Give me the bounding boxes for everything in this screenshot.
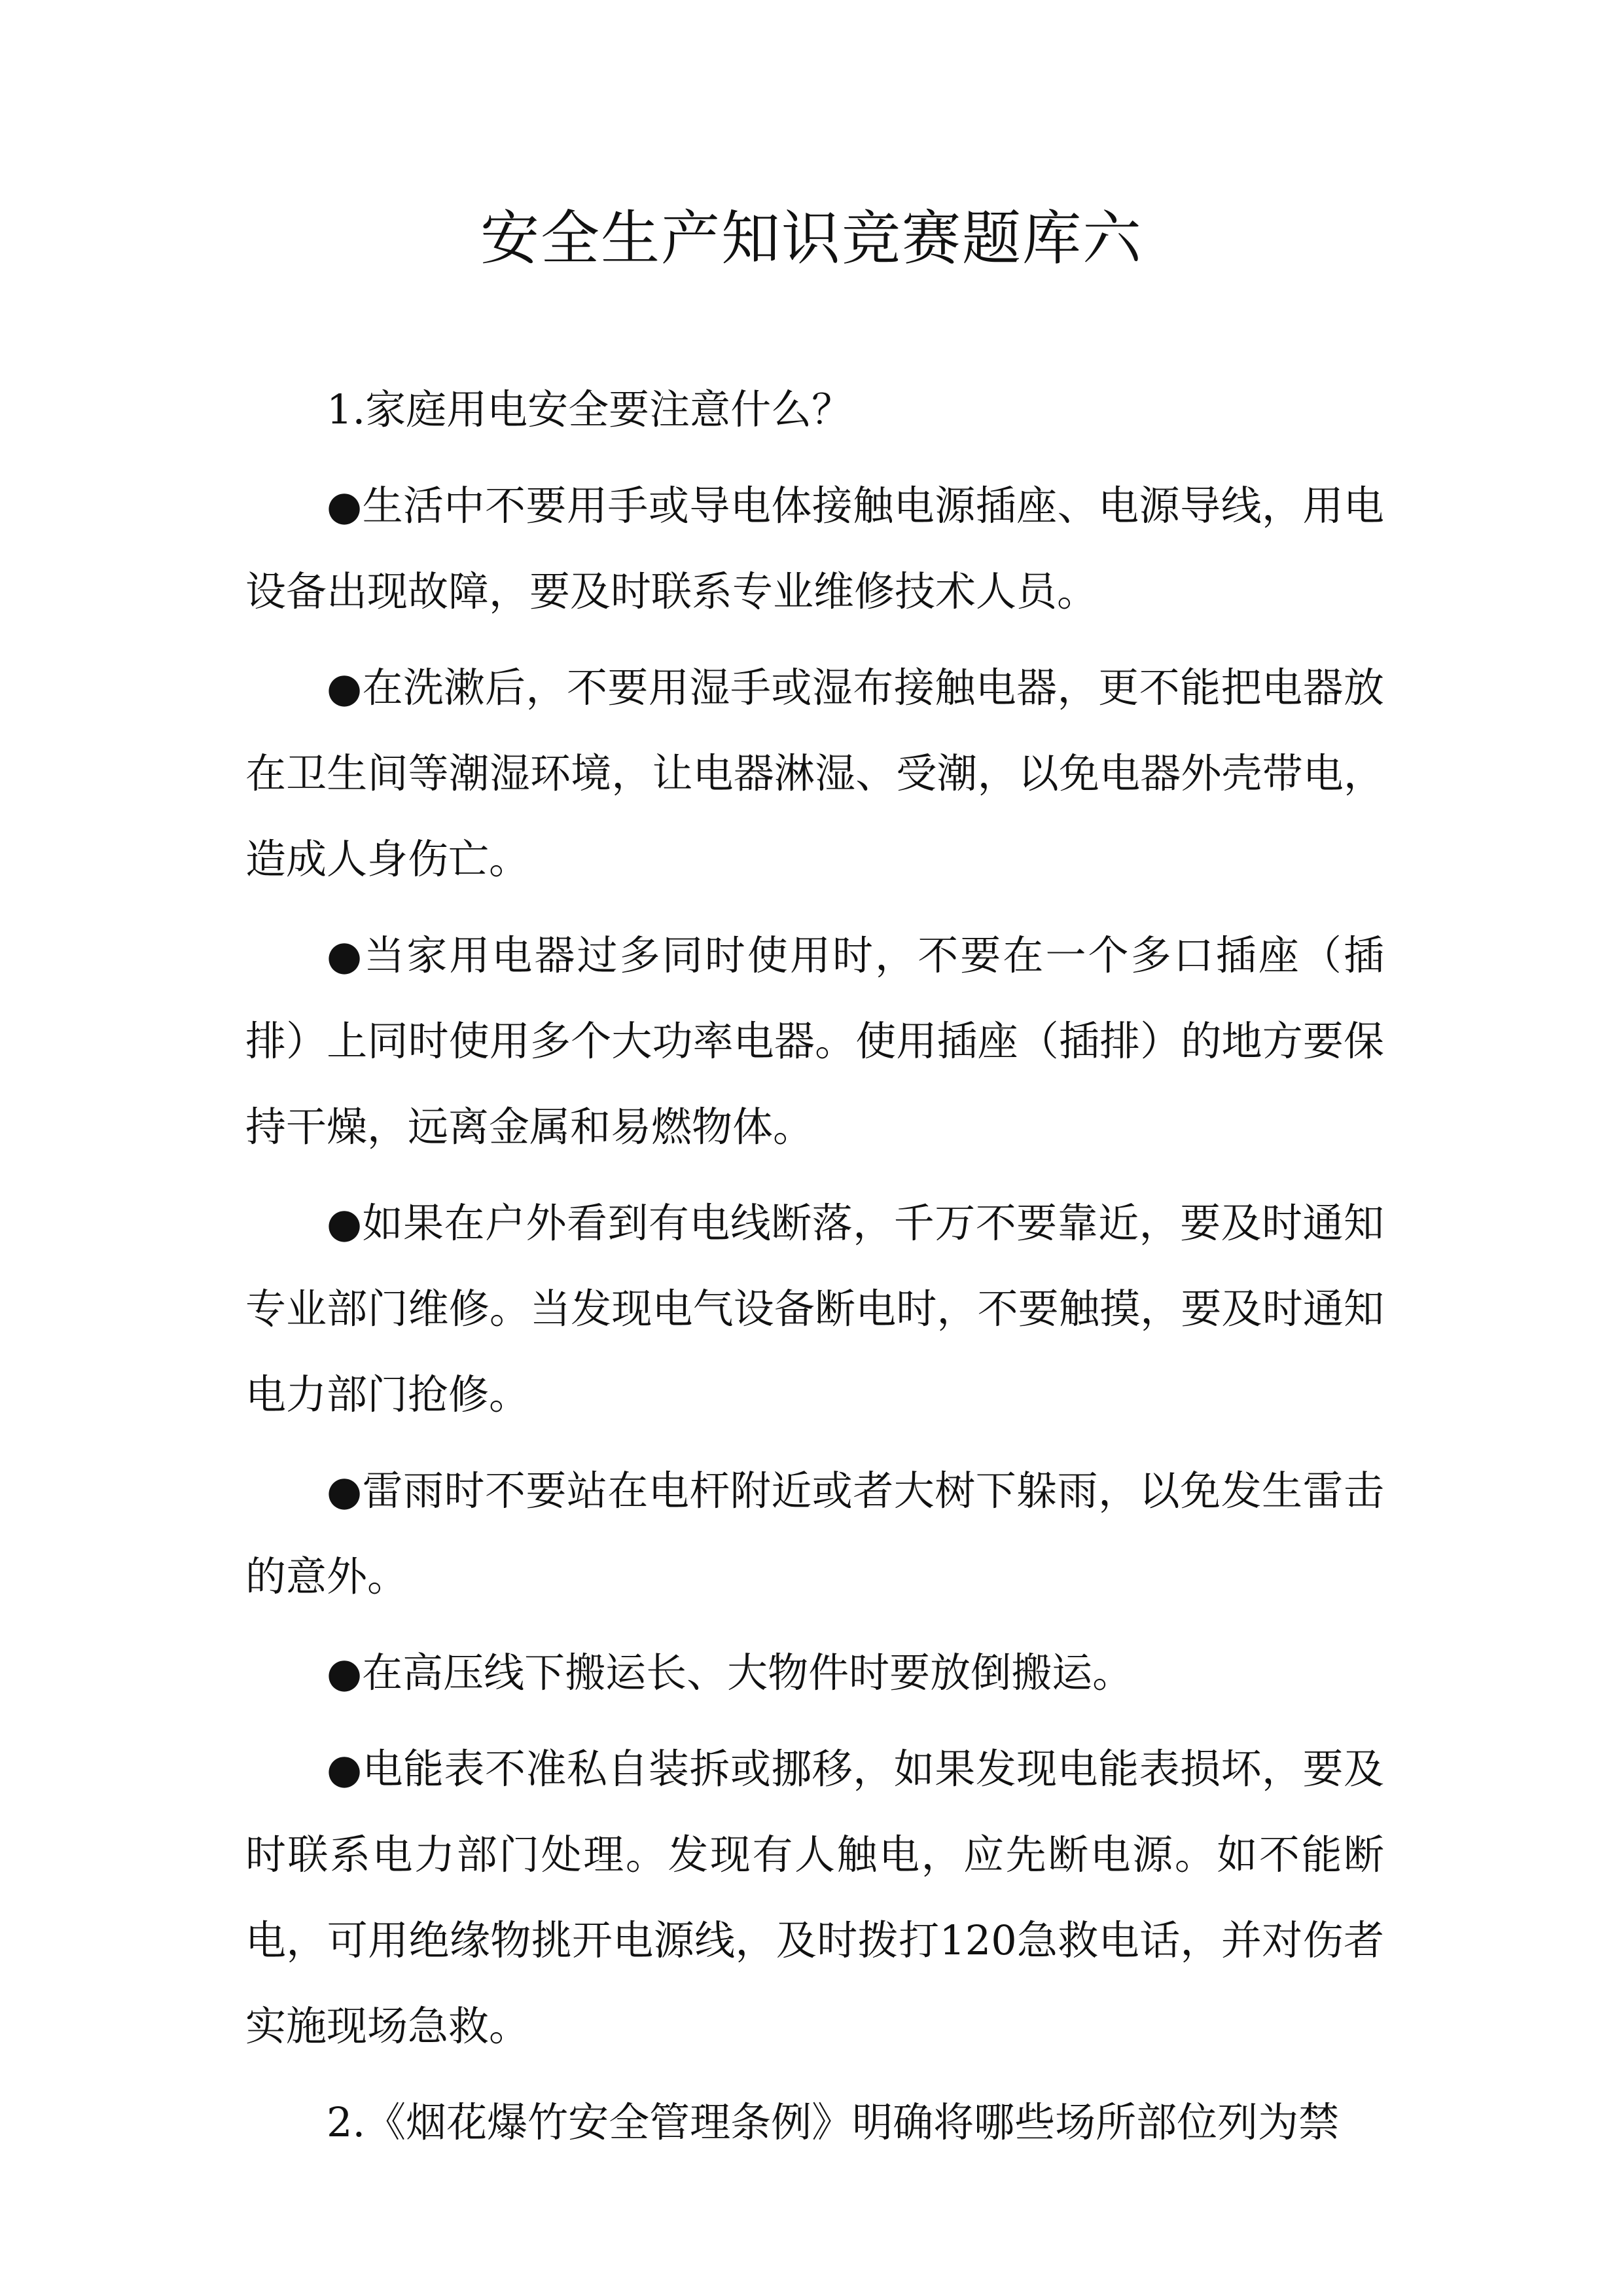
answer-bullet-3: ●当家用电器过多同时使用时，不要在一个多口插座（插排）上同时使用多个大功率电器。使用插座（插排）的地方要保持干燥，远离金属和易燃物体。 bbox=[245, 931, 1384, 1151]
answer-bullet-7: ●电能表不准私自装拆或挪移，如果发现电能表损坏，要及时联系电力部门处理。发现有人触电，应先断电源。如不能断电，可用绝缘物挑开电源线，及时拨打120急救电话，并对伤者实施现场急救。 bbox=[245, 1745, 1384, 2050]
question-1-heading: 1.家庭用电安全要注意什么？ bbox=[327, 386, 853, 433]
question-2-heading: 2.《烟花爆竹安全管理条例》明确将哪些场所部位列为禁 bbox=[327, 2098, 1340, 2146]
answer-bullet-4: ●如果在户外看到有电线断落，千万不要靠近，要及时通知专业部门维修。当发现电气设备断电时，不要触摸，要及时通知电力部门抢修。 bbox=[245, 1199, 1384, 1418]
answer-bullet-5: ●雷雨时不要站在电杆附近或者大树下躲雨，以免发生雷击的意外。 bbox=[245, 1467, 1384, 1600]
answer-bullet-1: ●生活中不要用手或导电体接触电源插座、电源导线，用电设备出现故障，要及时联系专业维修技术人员。 bbox=[245, 482, 1384, 615]
answer-bullet-2: ●在洗漱后，不要用湿手或湿布接触电器，更不能把电器放在卫生间等潮湿环境，让电器淋湿、受潮，以免电器外壳带电，造成人身伤亡。 bbox=[245, 664, 1384, 883]
document-title: 安全生产知识竞赛题库六 bbox=[480, 204, 1143, 273]
answer-bullet-6: ●在高压线下搬运长、大物件时要放倒搬运。 bbox=[327, 1649, 1133, 1696]
document-body bbox=[245, 367, 1384, 2168]
